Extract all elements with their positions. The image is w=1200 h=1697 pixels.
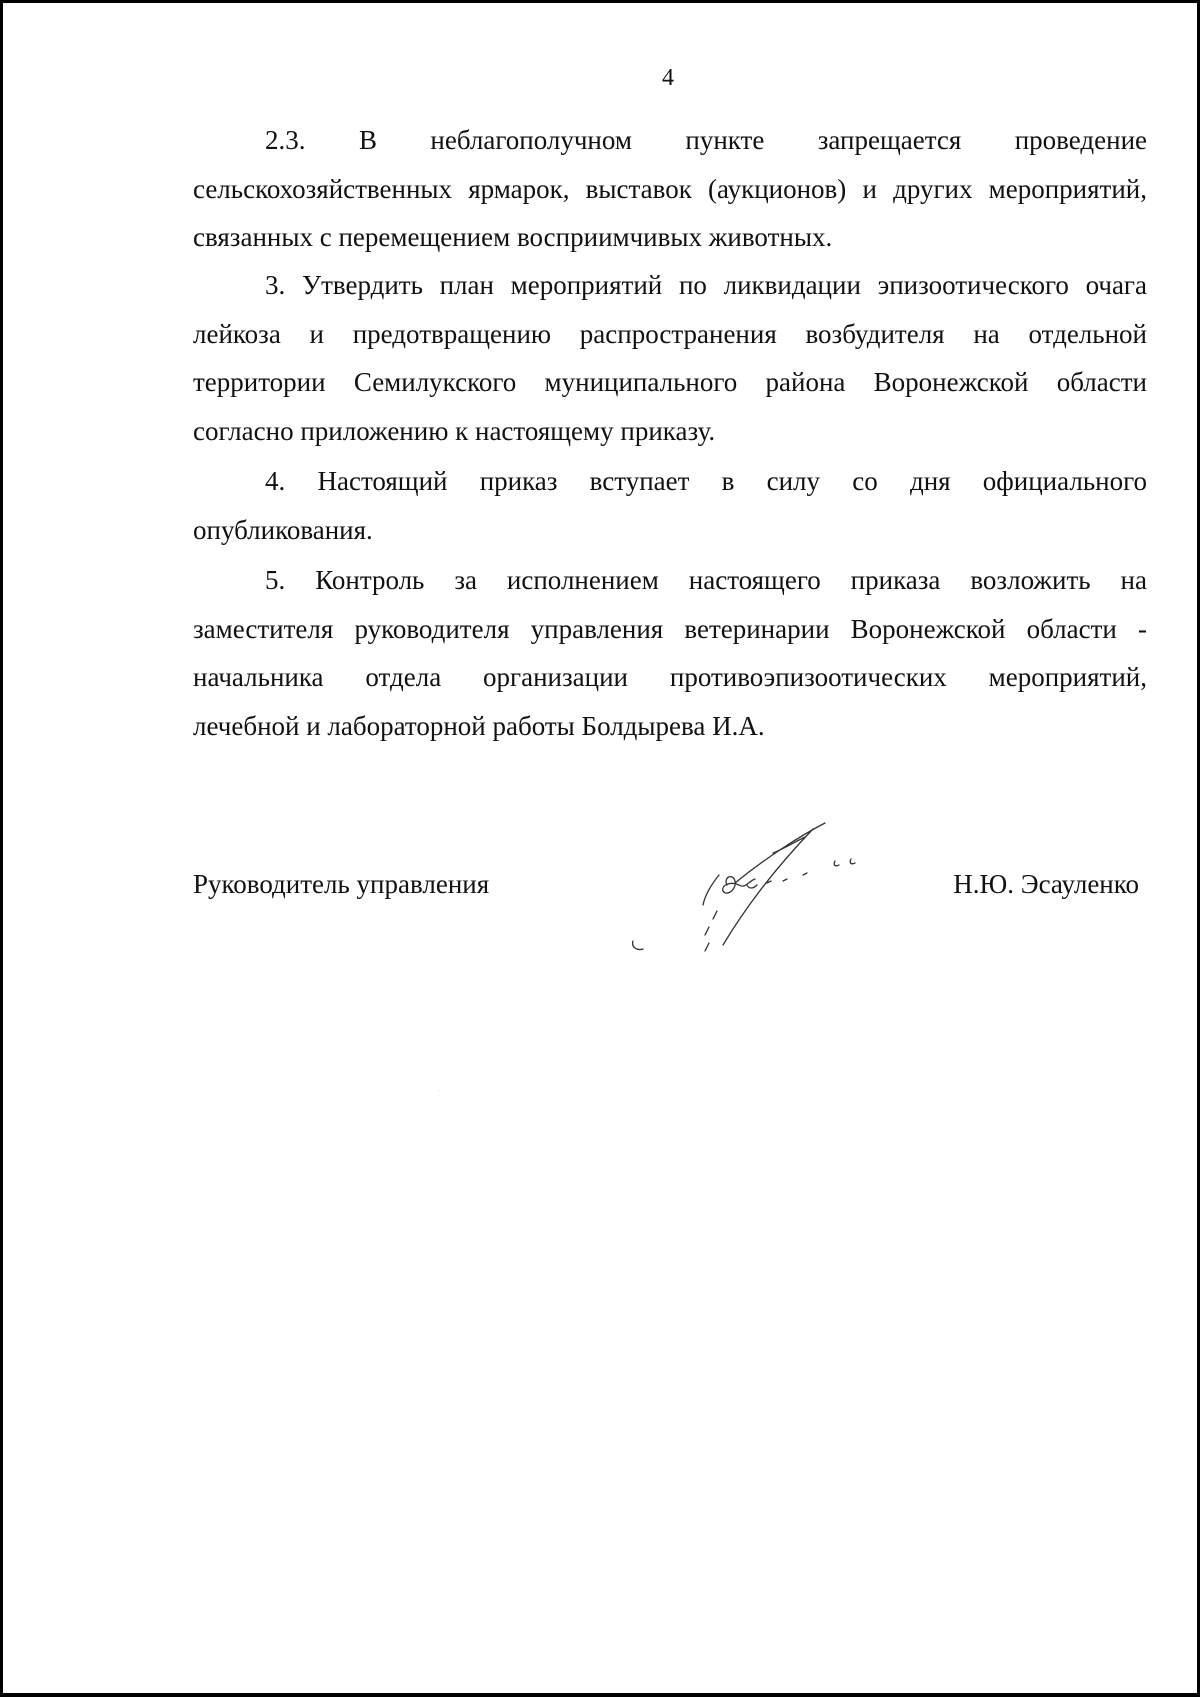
paragraph-line: 4. Настоящий приказ вступает в силу со дня официального bbox=[265, 466, 1147, 496]
signatory-name: Н.Ю. Эсауленко bbox=[953, 869, 1139, 899]
handwritten-signature bbox=[623, 815, 923, 965]
paragraph-line: сельскохозяйственных ярмарок, выставок (аукционов) и других мероприятий, bbox=[193, 173, 1147, 204]
paragraph-line: 5. Контроль за исполнением настоящего приказа возложить на bbox=[265, 565, 1147, 595]
paragraph-line: территории Семилукского муниципального района Воронежской области bbox=[193, 367, 1147, 397]
page-number: 4 bbox=[662, 65, 674, 91]
paragraph-line: опубликования. bbox=[193, 514, 373, 545]
paragraph-line: лейкоза и предотвращению распространения возбудителя на отдельной bbox=[193, 318, 1147, 349]
paragraph-line: связанных с перемещением восприимчивых животных. bbox=[193, 222, 833, 252]
paragraph-line: лечебной и лабораторной работы Болдырева И.А. bbox=[193, 710, 765, 741]
paragraph-line: начальника отдела организации противоэпизоотических мероприятий, bbox=[193, 662, 1147, 692]
paragraph-line: заместителя руководителя управления ветеринарии Воронежской области - bbox=[193, 613, 1147, 644]
paragraph-2-3 bbox=[193, 116, 1147, 262]
paragraph-line: 2.3. В неблагополучном пункте запрещается проведение bbox=[265, 125, 1147, 155]
paragraph-line: согласно приложению к настоящему приказу. bbox=[193, 415, 716, 446]
scan-speck bbox=[438, 1090, 439, 1091]
paragraph-4 bbox=[193, 457, 1147, 554]
paragraph-3 bbox=[193, 261, 1147, 455]
paragraph-line: 3. Утвердить план мероприятий по ликвидации эпизоотического очага bbox=[265, 270, 1147, 300]
paragraph-5 bbox=[193, 556, 1147, 750]
signatory-title: Руководитель управления bbox=[193, 869, 490, 899]
